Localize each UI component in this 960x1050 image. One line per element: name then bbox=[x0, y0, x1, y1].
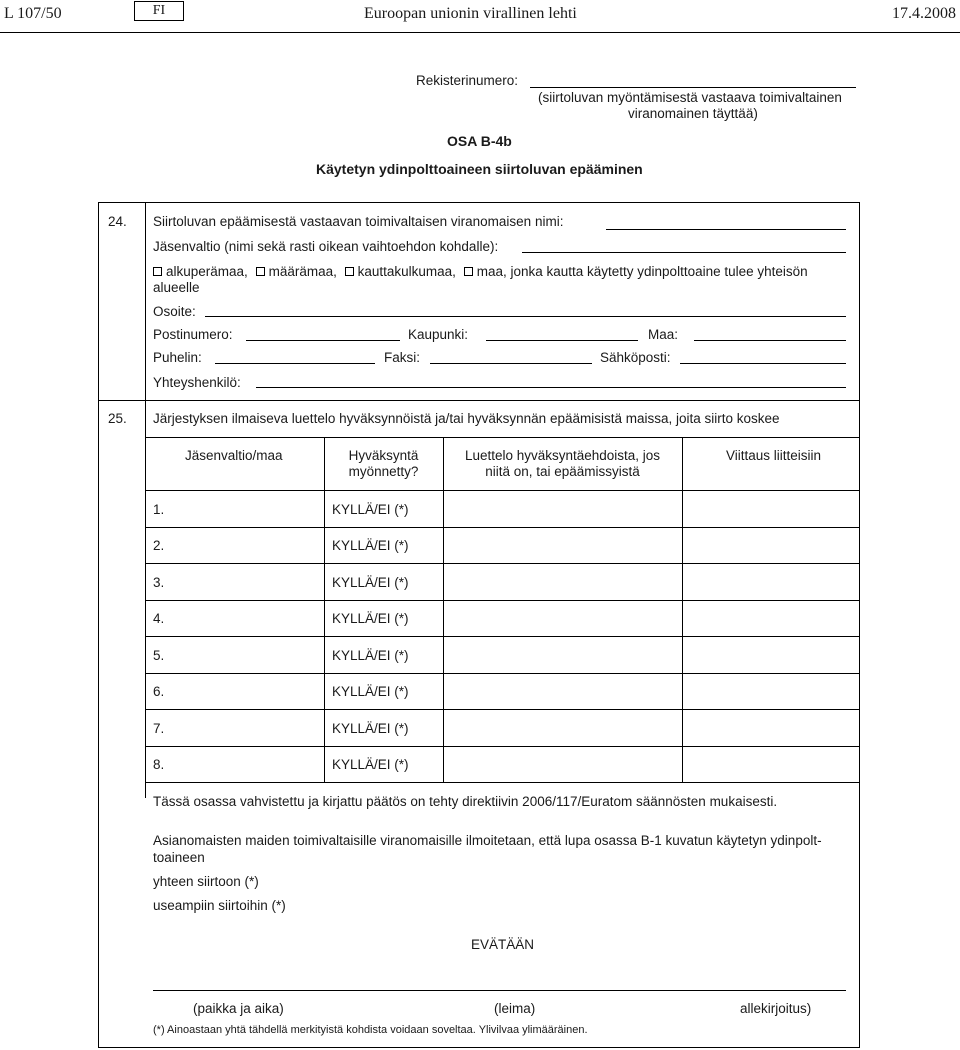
table-row-answer[interactable]: KYLLÄ/EI (*) bbox=[332, 721, 409, 736]
notice-line-1: Asianomaisten maiden toimivaltaisille viranomaisille ilmoitetaan, että lupa osassa B-1 kuvatun käytetyn ydinpolt- bbox=[153, 833, 822, 848]
table-row-rule bbox=[145, 746, 860, 747]
registration-label: Rekisterinumero: bbox=[416, 73, 519, 88]
destination-checkbox[interactable] bbox=[256, 267, 265, 276]
member-state-label: Jäsenvaltio (nimi sekä rasti oikean vaihtoehdon kohdalle): bbox=[153, 239, 499, 254]
email-label: Sähköposti: bbox=[600, 350, 671, 365]
table-row-rule bbox=[145, 673, 860, 674]
signature-line[interactable] bbox=[153, 990, 846, 991]
registration-note-2: viranomainen täyttää) bbox=[628, 106, 758, 121]
table-row-number: 7. bbox=[153, 721, 165, 736]
member-state-options: alkuperämaa, määrämaa, kauttakulkumaa, maa, jonka kautta käytetty ydinpolttoaine tulee yhteisön bbox=[153, 264, 808, 279]
table-row-answer[interactable]: KYLLÄ/EI (*) bbox=[332, 757, 409, 772]
journal-title: Euroopan unionin virallinen lehti bbox=[364, 5, 577, 22]
section-title: Käytetyn ydinpolttoaineen siirtoluvan epääminen bbox=[316, 161, 643, 177]
page-reference: L 107/50 bbox=[4, 5, 62, 22]
item-25-number: 25. bbox=[108, 411, 127, 426]
table-header-rule bbox=[145, 490, 860, 491]
table-row-rule bbox=[145, 636, 860, 637]
table-col-divider-2 bbox=[443, 437, 444, 782]
notice-line-2: toaineen bbox=[153, 850, 205, 865]
refused-heading: EVÄTÄÄN bbox=[471, 937, 535, 952]
journal-header bbox=[0, 0, 960, 34]
table-row-answer[interactable]: KYLLÄ/EI (*) bbox=[332, 611, 409, 626]
authority-label: Siirtoluvan epäämisestä vastaavan toimivaltaisen viranomaisen nimi: bbox=[153, 214, 564, 229]
table-row-number: 3. bbox=[153, 575, 165, 590]
registration-field[interactable] bbox=[530, 87, 856, 88]
email-field[interactable] bbox=[680, 363, 846, 364]
address-field[interactable] bbox=[205, 316, 846, 317]
multiple-shipments-option[interactable]: useampiin siirtoihin (*) bbox=[153, 898, 286, 913]
city-field[interactable] bbox=[486, 340, 638, 341]
table-row-answer[interactable]: KYLLÄ/EI (*) bbox=[332, 502, 409, 517]
transit-checkbox[interactable] bbox=[345, 267, 354, 276]
publication-date: 17.4.2008 bbox=[892, 5, 956, 22]
decision-statement: Tässä osassa vahvistettu ja kirjattu päätös on tehty direktiivin 2006/117/Euratom säännösten mukaisesti. bbox=[153, 794, 778, 809]
place-date-label: (paikka ja aika) bbox=[193, 1001, 284, 1016]
table-row-answer[interactable]: KYLLÄ/EI (*) bbox=[332, 538, 409, 553]
options-continuation: alueelle bbox=[153, 280, 200, 295]
table-col-divider-3 bbox=[682, 437, 683, 782]
fax-field[interactable] bbox=[430, 363, 592, 364]
header-rule bbox=[0, 32, 960, 33]
fax-label: Faksi: bbox=[384, 350, 421, 365]
contact-field[interactable] bbox=[256, 387, 846, 388]
language-badge: FI bbox=[134, 1, 184, 21]
address-label: Osoite: bbox=[153, 304, 196, 319]
entry-country-checkbox[interactable] bbox=[464, 267, 473, 276]
section-code: OSA B-4b bbox=[447, 133, 512, 149]
item-25-title: Järjestyksen ilmaiseva luettelo hyväksynnöistä ja/tai hyväksynnän epäämisistä maissa, joita siirto koskee bbox=[153, 411, 780, 426]
footnote: (*) Ainoastaan yhtä tähdellä merkityistä kohdista voidaan soveltaa. Ylivilvaa ylimääräinen. bbox=[153, 1024, 588, 1036]
phone-field[interactable] bbox=[215, 363, 375, 364]
table-row-number: 4. bbox=[153, 611, 165, 626]
postcode-label: Postinumero: bbox=[153, 327, 233, 342]
table-row-number: 1. bbox=[153, 502, 165, 517]
table-col-divider-1 bbox=[324, 437, 325, 782]
country-field[interactable] bbox=[694, 340, 846, 341]
city-label: Kaupunki: bbox=[408, 327, 469, 342]
table-row-rule bbox=[145, 600, 860, 601]
table-row-rule bbox=[145, 709, 860, 710]
item-24-number: 24. bbox=[108, 214, 127, 229]
col-approved: Hyväksyntä myönnetty? bbox=[348, 448, 419, 479]
member-state-field[interactable] bbox=[522, 252, 846, 253]
country-label: Maa: bbox=[648, 327, 679, 342]
phone-label: Puhelin: bbox=[153, 350, 202, 365]
table-bottom-rule bbox=[145, 782, 860, 783]
table-row-answer[interactable]: KYLLÄ/EI (*) bbox=[332, 575, 409, 590]
table-row-answer[interactable]: KYLLÄ/EI (*) bbox=[332, 684, 409, 699]
table-row-number: 6. bbox=[153, 684, 165, 699]
table-row-number: 5. bbox=[153, 648, 165, 663]
col-member-state: Jäsenvaltio/maa bbox=[185, 448, 283, 463]
authority-field[interactable] bbox=[606, 229, 846, 230]
col-conditions: Luettelo hyväksyntäehdoista, jos niitä on, tai epäämissyistä bbox=[464, 448, 661, 479]
table-row-answer[interactable]: KYLLÄ/EI (*) bbox=[332, 648, 409, 663]
signature-label: allekirjoitus) bbox=[740, 1001, 812, 1016]
col-annex-reference: Viittaus liitteisiin bbox=[726, 448, 822, 463]
single-shipment-option[interactable]: yhteen siirtoon (*) bbox=[153, 874, 259, 889]
table-row-number: 2. bbox=[153, 538, 165, 553]
section-separator bbox=[98, 400, 860, 401]
contact-label: Yhteyshenkilö: bbox=[153, 375, 241, 390]
stamp-label: (leima) bbox=[494, 1001, 536, 1016]
table-top-rule bbox=[145, 437, 860, 438]
postcode-field[interactable] bbox=[246, 340, 400, 341]
registration-note-1: (siirtoluvan myöntämisestä vastaava toimivaltainen bbox=[538, 90, 842, 105]
origin-checkbox[interactable] bbox=[153, 267, 162, 276]
table-row-rule bbox=[145, 527, 860, 528]
table-row-number: 8. bbox=[153, 757, 165, 772]
table-row-rule bbox=[145, 563, 860, 564]
